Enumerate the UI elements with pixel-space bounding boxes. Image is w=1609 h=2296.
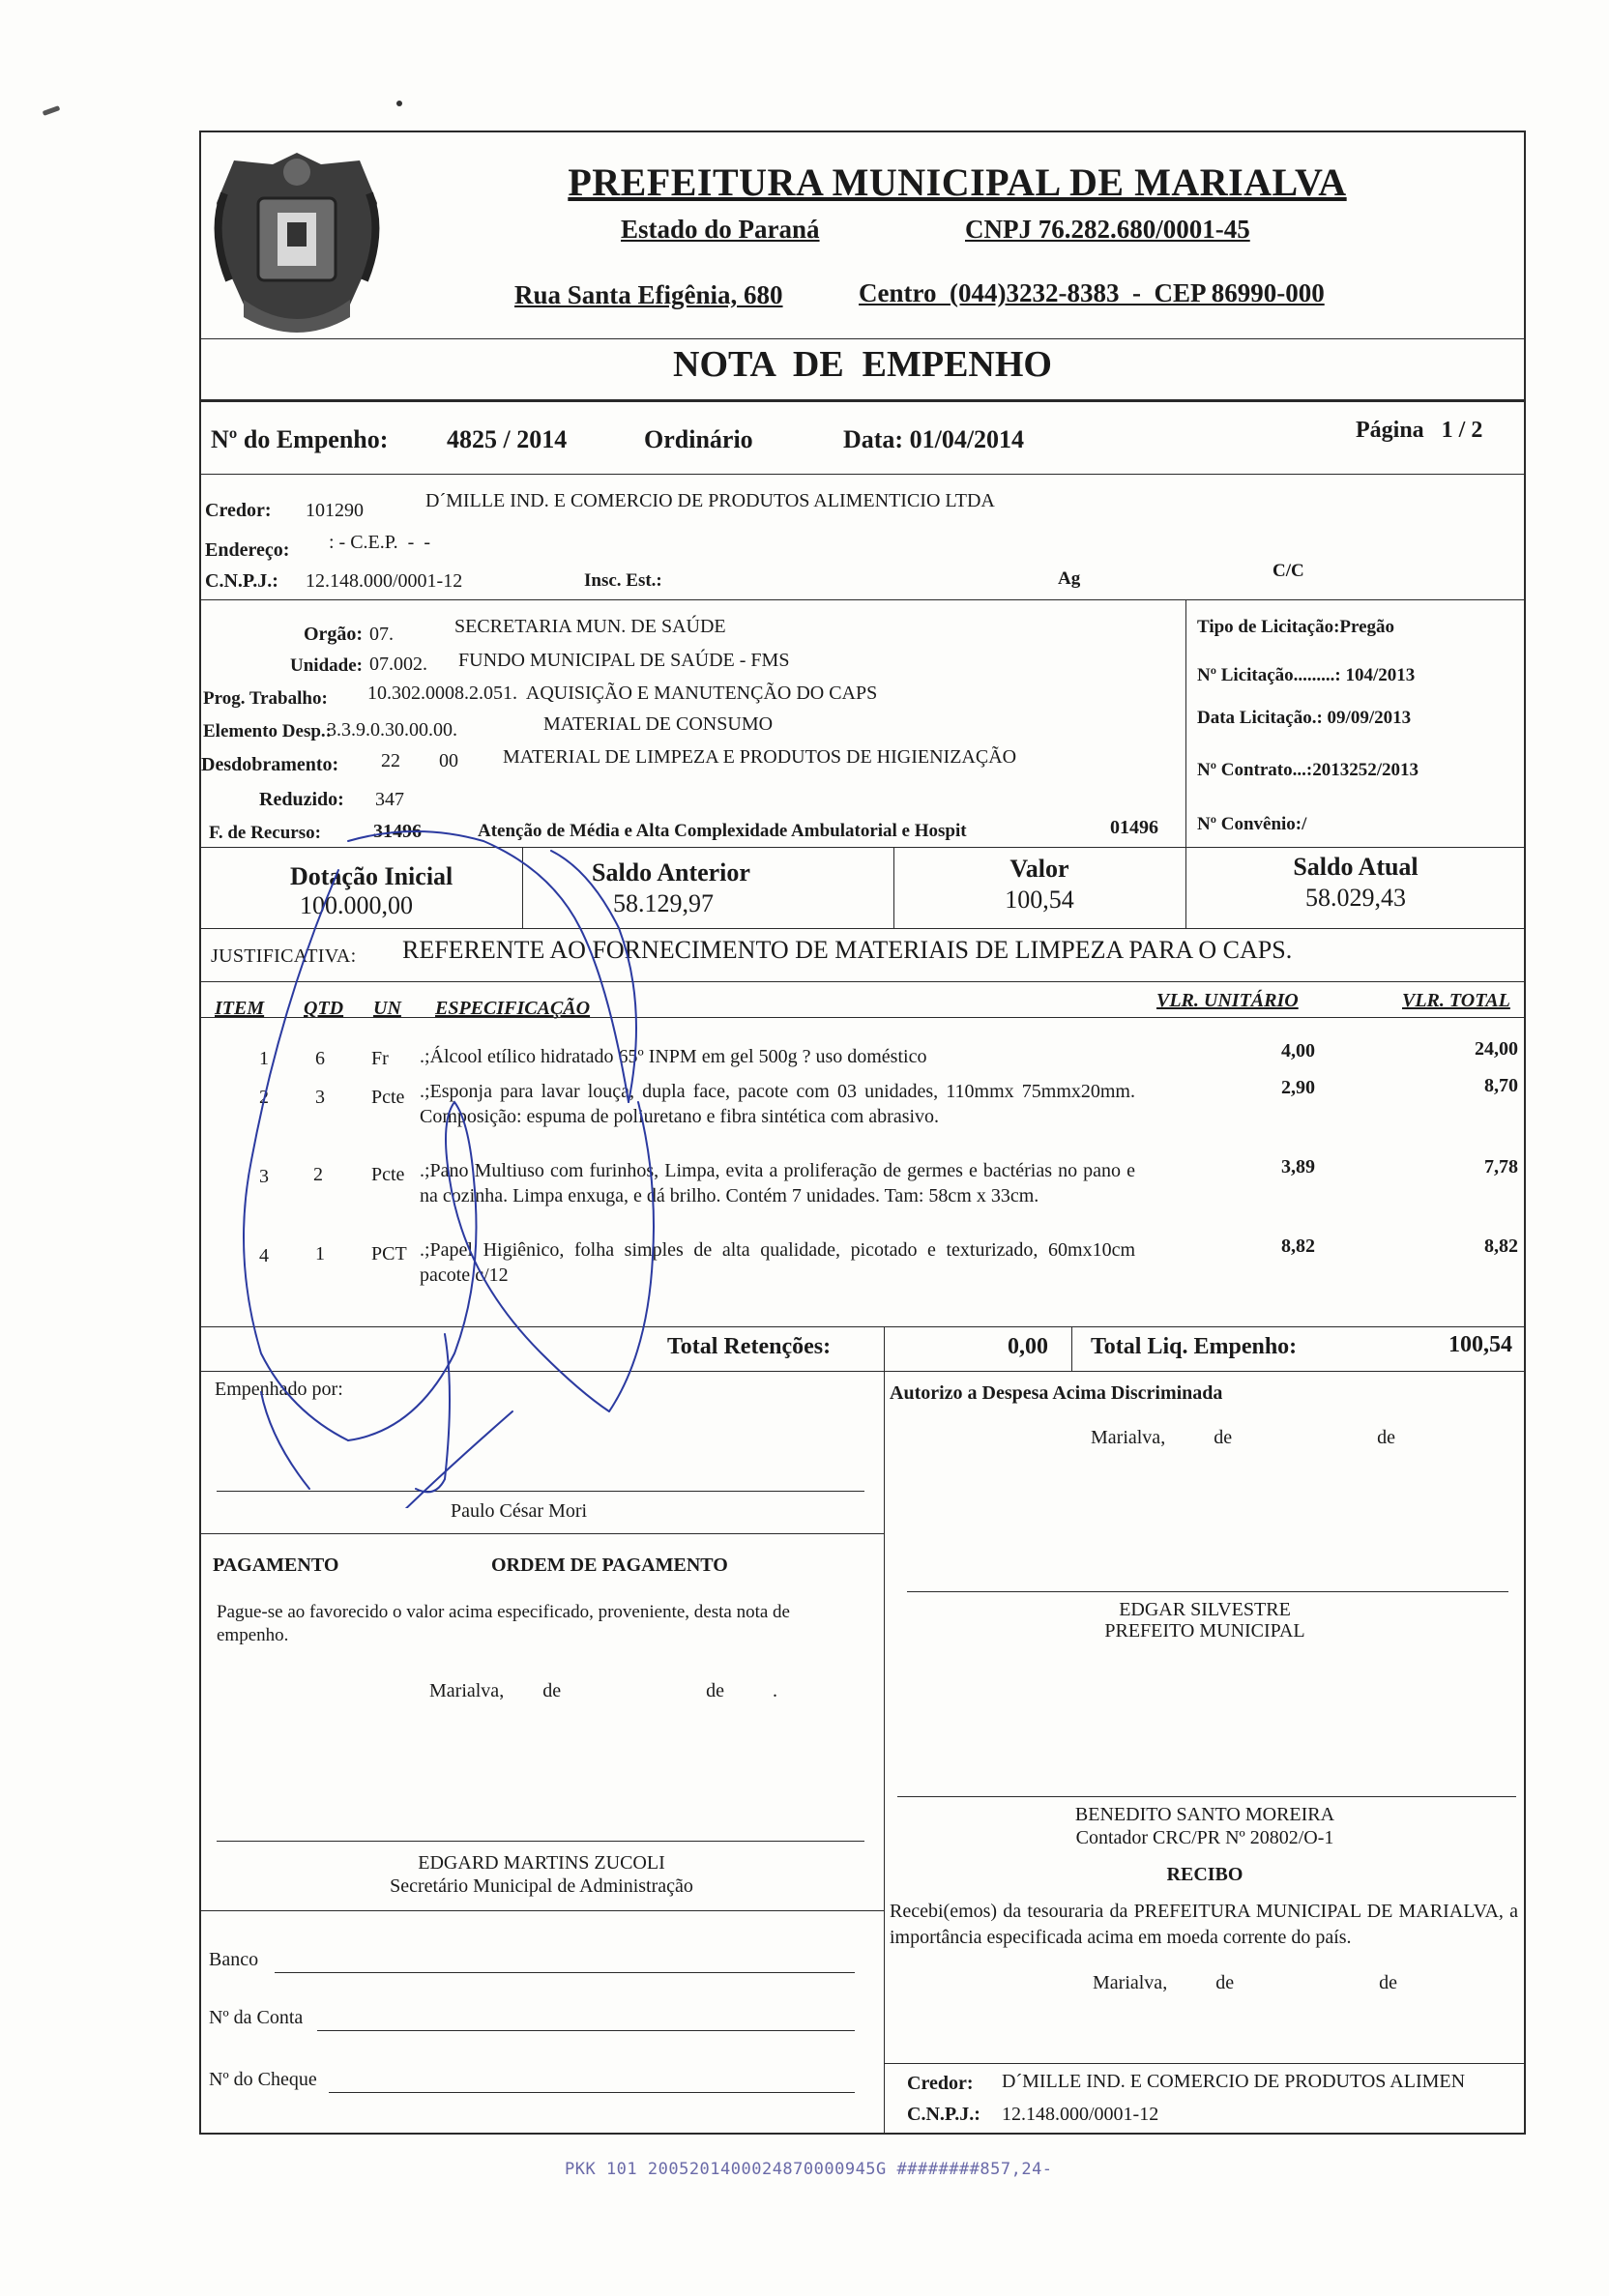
total-liq-value: 100,54: [1448, 1332, 1512, 1357]
total-liq-label: Total Liq. Empenho:: [1091, 1334, 1298, 1359]
recurso-code: 31496: [373, 821, 422, 842]
orgao-code: 07.: [369, 624, 394, 645]
item-unit-value: 3,89: [1281, 1156, 1315, 1177]
elemento-name: MATERIAL DE CONSUMO: [543, 713, 774, 735]
col-total-value: VLR. TOTAL: [1402, 990, 1510, 1011]
credor-name: D´MILLE IND. E COMERCIO DE PRODUTOS ALIMENTICIO LTDA: [425, 490, 995, 511]
total-retencoes-label: Total Retenções:: [667, 1334, 832, 1359]
justificativa-text: REFERENTE AO FORNECIMENTO DE MATERIAIS DE LIMPEZA PARA O CAPS.: [402, 936, 1293, 964]
valor-label: Valor: [1009, 855, 1069, 883]
contador-name: BENEDITO SANTO MOREIRA: [1074, 1804, 1335, 1825]
banco-label: Banco: [209, 1949, 259, 1970]
page-number: Página 1 / 2: [1356, 418, 1483, 443]
desdobramento-code: 22: [381, 750, 400, 771]
orgao-label: Orgão:: [304, 624, 364, 645]
secretario-role: Secretário Municipal de Administração: [390, 1875, 693, 1897]
secretario-name: EDGARD MARTINS ZUCOLI: [418, 1852, 665, 1874]
credor-label: Credor:: [205, 500, 272, 521]
item-total-value: 8,70: [1484, 1075, 1518, 1096]
scan-mark: [396, 101, 402, 106]
item-spec: .;Esponja para lavar louça, dupla face, pacote com 03 unidades, 110mmx 75mmx20mm. Composição: espuma de poliuretano e fibra sintética com abrasivo.: [420, 1081, 1135, 1127]
justificativa-label: JUSTIFICATIVA:: [211, 945, 357, 967]
col-item: ITEM: [215, 998, 265, 1019]
state-label: Estado do Paraná: [621, 215, 820, 244]
item-un: Fr: [371, 1048, 389, 1069]
recurso-label: F. de Recurso:: [209, 823, 321, 843]
item-un: Pcte: [371, 1164, 405, 1185]
saldo-atual-value: 58.029,43: [1305, 884, 1406, 912]
credor-cnpj: 12.148.000/0001-12: [306, 570, 463, 592]
recibo-date: Marialva, de de: [1093, 1972, 1397, 1993]
recibo-cnpj-value: 12.148.000/0001-12: [1002, 2104, 1159, 2125]
prefeito-role: PREFEITO MUNICIPAL: [1104, 1620, 1305, 1642]
handwritten-signature: [222, 812, 725, 1508]
saldo-atual-label: Saldo Atual: [1293, 853, 1419, 881]
item-unit-value: 2,90: [1281, 1077, 1315, 1098]
saldo-anterior-value: 58.129,97: [613, 889, 714, 917]
data-licitacao: Data Licitação.: 09/09/2013: [1197, 708, 1412, 728]
col-spec: ESPECIFICAÇÃO: [435, 998, 591, 1019]
item-number: 3: [259, 1166, 269, 1187]
recurso-name: Atenção de Média e Alta Complexidade Ambulatorial e Hospit: [478, 821, 967, 841]
endereco-value: : - C.E.P. - -: [329, 532, 430, 553]
autorizo-label: Autorizo a Despesa Acima Discriminada: [890, 1382, 1223, 1404]
scan-mark: [43, 105, 61, 116]
unidade-label: Unidade:: [290, 655, 363, 676]
org-title: PREFEITURA MUNICIPAL DE MARIALVA: [568, 160, 1347, 204]
item-number: 1: [259, 1048, 269, 1069]
prefeito-name: EDGAR SILVESTRE: [1119, 1599, 1291, 1620]
prog-label: Prog. Trabalho:: [203, 688, 328, 709]
empenho-number: 4825 / 2014: [447, 425, 568, 453]
contador-role: Contador CRC/PR Nº 20802/O-1: [1075, 1827, 1334, 1848]
contact-line: Centro (044)3232-8383 - CEP 86990-000: [859, 278, 1325, 307]
item-unit-value: 8,82: [1281, 1235, 1315, 1257]
autorizo-date: Marialva, de de: [1091, 1427, 1395, 1448]
tipo-licitacao: Tipo de Licitação:Pregão: [1197, 617, 1395, 637]
item-un: PCT: [371, 1243, 407, 1264]
desdobramento-name: MATERIAL DE LIMPEZA E PRODUTOS DE HIGIENIZAÇÃO: [503, 746, 1017, 768]
dotacao-inicial-label: Dotação Inicial: [290, 862, 453, 890]
saldo-anterior-label: Saldo Anterior: [592, 858, 750, 886]
ordem-pagamento-label: ORDEM DE PAGAMENTO: [491, 1555, 728, 1576]
item-qtd: 3: [315, 1087, 325, 1108]
col-unit-value: VLR. UNITÁRIO: [1156, 990, 1299, 1011]
col-qtd: QTD: [304, 998, 344, 1019]
unidade-code: 07.002.: [369, 654, 427, 675]
desdobramento-label: Desdobramento:: [201, 754, 339, 775]
ag-label: Ag: [1058, 568, 1081, 589]
pagamento-label: PAGAMENTO: [213, 1555, 339, 1576]
item-number: 4: [259, 1245, 269, 1266]
item-total-value: 7,78: [1484, 1156, 1518, 1177]
item-qtd: 2: [313, 1164, 323, 1185]
item-qtd: 6: [315, 1048, 325, 1069]
item-un: Pcte: [371, 1087, 405, 1108]
numero-licitacao: Nº Licitação.........: 104/2013: [1197, 665, 1416, 685]
recibo-text: Recebi(emos) da tesouraria da PREFEITURA MUNICIPAL DE MARIALVA, a importância especificada acima em moeda corrente do país.: [890, 1901, 1518, 1948]
item-unit-value: 4,00: [1281, 1040, 1315, 1061]
orgao-name: SECRETARIA MUN. DE SAÚDE: [454, 616, 726, 637]
elemento-code: 3.3.9.0.30.00.00.: [327, 719, 457, 741]
reduzido-label: Reduzido:: [259, 789, 344, 810]
pague-se-text: Pague-se ao favorecido o valor acima especificado, proveniente, desta nota de empenho.: [217, 1602, 790, 1645]
item-spec: .;Papel Higiênico, folha simples de alta qualidade, picotado e texturizado, 60mx10cm pacote c/12: [420, 1239, 1135, 1286]
col-un: UN: [373, 998, 401, 1019]
coat-of-arms-logo: [205, 145, 389, 343]
numero-contrato: Nº Contrato...:2013252/2013: [1197, 760, 1419, 780]
cheque-label: Nº do Cheque: [209, 2069, 317, 2090]
recibo-cnpj-label: C.N.P.J.:: [907, 2104, 980, 2125]
item-total-value: 8,82: [1484, 1235, 1518, 1257]
desdobramento-sub: 00: [439, 750, 458, 771]
item-number: 2: [259, 1087, 269, 1108]
address-label: Rua Santa Efigênia, 680: [514, 280, 783, 309]
valor-value: 100,54: [1005, 886, 1074, 914]
total-retencoes-value: 0,00: [1008, 1334, 1048, 1359]
item-spec: .;Álcool etílico hidratado 65º INPM em gel 500g ? uso doméstico: [420, 1046, 927, 1067]
cnpj-header: CNPJ 76.282.680/0001-45: [965, 215, 1250, 244]
reduzido-value: 347: [375, 789, 404, 810]
document-title: NOTA DE EMPENHO: [673, 344, 1052, 385]
footer-barcode-text: PKK 101 2005201400024870000945G ########857,24-: [565, 2160, 1053, 2179]
item-spec: .;Pano Multiuso com furinhos, Limpa, evita a proliferação de germes e bactérias no pano e na cozinha. Limpa enxuga, e dá brilho. Contém 7 unidades. Tam: 58cm x 33cm.: [420, 1160, 1135, 1206]
insc-est-label: Insc. Est.:: [584, 570, 662, 591]
cc-label: C/C: [1273, 561, 1304, 581]
empenhado-por-label: Empenhado por:: [215, 1379, 343, 1400]
elemento-label: Elemento Desp.:: [203, 721, 332, 741]
numero-convenio: Nº Convênio:/: [1197, 814, 1307, 834]
empenho-label: Nº do Empenho:: [211, 425, 389, 453]
credor-code: 101290: [306, 500, 364, 521]
endereco-label: Endereço:: [205, 539, 290, 561]
item-total-value: 24,00: [1475, 1038, 1518, 1060]
empenho-type: Ordinário: [644, 425, 753, 453]
unidade-name: FUNDO MUNICIPAL DE SAÚDE - FMS: [458, 650, 790, 671]
empenho-date: Data: 01/04/2014: [843, 425, 1025, 453]
conta-label: Nº da Conta: [209, 2007, 304, 2028]
recurso-number: 01496: [1110, 817, 1158, 838]
item-qtd: 1: [315, 1243, 325, 1264]
recibo-label: RECIBO: [1166, 1864, 1243, 1885]
prog-text: 10.302.0008.2.051. AQUISIÇÃO E MANUTENÇÃO DO CAPS: [367, 683, 878, 704]
recibo-credor-name: D´MILLE IND. E COMERCIO DE PRODUTOS ALIMEN: [1002, 2071, 1466, 2092]
cnpj-label: C.N.P.J.:: [205, 570, 278, 592]
recibo-credor-label: Credor:: [907, 2073, 974, 2094]
pagamento-date: Marialva, de de .: [429, 1680, 777, 1701]
dotacao-inicial-value: 100.000,00: [300, 891, 413, 919]
empenhado-por-name: Paulo César Mori: [451, 1500, 588, 1522]
